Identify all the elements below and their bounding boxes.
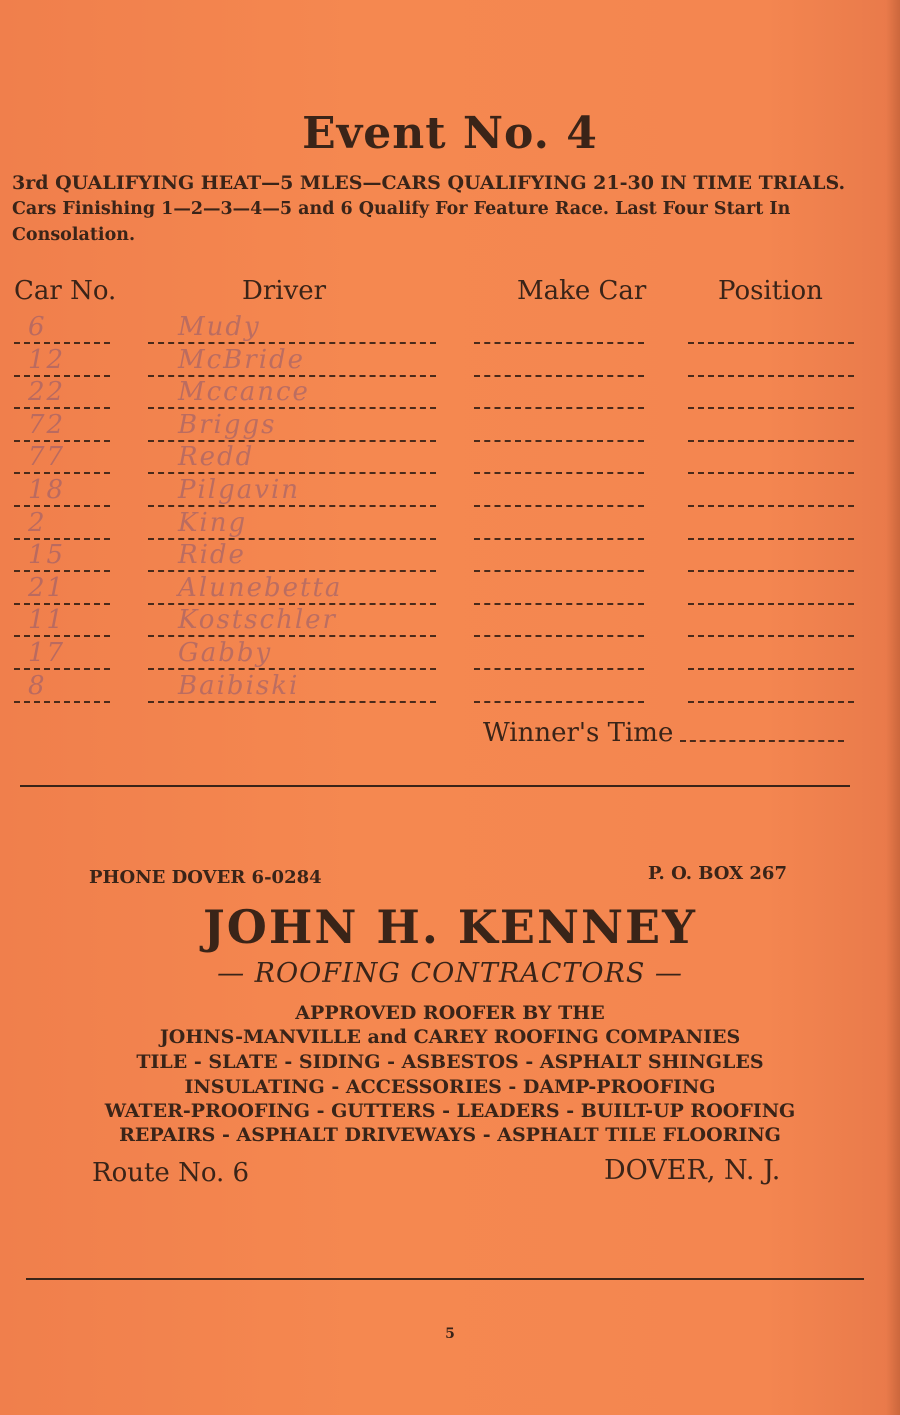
handwritten-driver-name: Alunebetta	[178, 572, 343, 603]
ad-service-line: TILE - SLATE - SIDING - ASBESTOS - ASPHALT SHINGLES	[136, 1051, 764, 1073]
winners-time-blank	[680, 740, 844, 742]
ad-city: DOVER, N. J.	[604, 1155, 781, 1186]
divider	[26, 1278, 864, 1280]
ad-tagline: — ROOFING CONTRACTORS —	[217, 958, 683, 989]
ad-service-line: APPROVED ROOFER BY THE	[295, 1002, 605, 1024]
ad-service-line: JOHNS-MANVILLE and CAREY ROOFING COMPANIES	[159, 1026, 741, 1048]
column-header-driver: Driver	[242, 276, 327, 306]
handwritten-driver-name: McBride	[178, 344, 306, 375]
make-car-blank	[474, 701, 644, 703]
event-description-line2: Cars Finishing 1—2—3—4—5 and 6 Qualify For Feature Race. Last Four Start In	[12, 199, 791, 219]
ad-service-line: REPAIRS - ASPHALT DRIVEWAYS - ASPHALT TILE FLOORING	[119, 1124, 781, 1146]
divider	[20, 785, 850, 787]
ad-phone: PHONE DOVER 6-0284	[89, 867, 322, 888]
handwritten-driver-name: Briggs	[178, 409, 277, 440]
entry-row	[0, 473, 900, 507]
entry-row	[0, 506, 900, 540]
handwritten-driver-name: Mudy	[178, 312, 261, 342]
ad-route: Route No. 6	[92, 1158, 250, 1188]
handwritten-car-number: 18	[28, 475, 66, 505]
column-header-position: Position	[718, 276, 823, 306]
entry-row	[0, 375, 900, 409]
handwritten-driver-name: Mccance	[178, 377, 310, 408]
entry-row	[0, 571, 900, 605]
handwritten-car-number: 21	[28, 572, 66, 603]
handwritten-driver-name: Kostschler	[178, 605, 337, 636]
position-blank	[688, 701, 854, 703]
entry-row	[0, 440, 900, 474]
handwritten-driver-name: Baibiski	[178, 670, 300, 701]
event-description	[12, 170, 872, 248]
winners-time-label: Winner's Time	[483, 718, 674, 748]
handwritten-car-number: 72	[28, 409, 66, 440]
handwritten-driver-name: Ride	[178, 540, 246, 571]
entry-row	[0, 408, 900, 442]
handwritten-car-number: 17	[28, 638, 66, 668]
ad-po-box: P. O. BOX 267	[648, 863, 787, 884]
handwritten-car-number: 77	[28, 442, 66, 473]
handwritten-driver-name: Pilgavin	[178, 475, 301, 505]
handwritten-car-number: 22	[28, 377, 66, 408]
handwritten-car-number: 2	[28, 507, 47, 538]
entry-row	[0, 603, 900, 637]
handwritten-car-number: 6	[28, 312, 47, 342]
entry-row	[0, 636, 900, 670]
entry-row	[0, 538, 900, 572]
handwritten-car-number: 15	[28, 540, 66, 571]
column-header-car-no: Car No.	[14, 276, 117, 306]
handwritten-car-number: 8	[28, 670, 47, 701]
handwritten-car-number: 12	[28, 344, 66, 375]
event-title: Event No. 4	[302, 108, 598, 159]
column-header-make-car: Make Car	[517, 276, 647, 306]
entry-row	[0, 343, 900, 377]
ad-company-name: JOHN H. KENNEY	[203, 900, 697, 954]
handwritten-driver-name: King	[178, 507, 248, 538]
event-description-line3: Consolation.	[12, 225, 136, 245]
ad-service-line: INSULATING - ACCESSORIES - DAMP-PROOFING	[184, 1076, 716, 1098]
event-description-line1: 3rd QUALIFYING HEAT—5 MLES—CARS QUALIFYING 21-30 IN TIME TRIALS.	[12, 172, 846, 194]
car-no-blank	[14, 701, 110, 703]
entry-row	[0, 310, 900, 344]
page-number: 5	[445, 1326, 455, 1342]
page-edge-shadow	[886, 0, 900, 1415]
ad-service-line: WATER-PROOFING - GUTTERS - LEADERS - BUILT-UP ROOFING	[104, 1100, 796, 1122]
driver-blank	[148, 701, 436, 703]
handwritten-car-number: 11	[28, 605, 66, 636]
handwritten-driver-name: Gabby	[178, 638, 273, 668]
handwritten-driver-name: Redd	[178, 442, 255, 473]
entry-row	[0, 669, 900, 703]
